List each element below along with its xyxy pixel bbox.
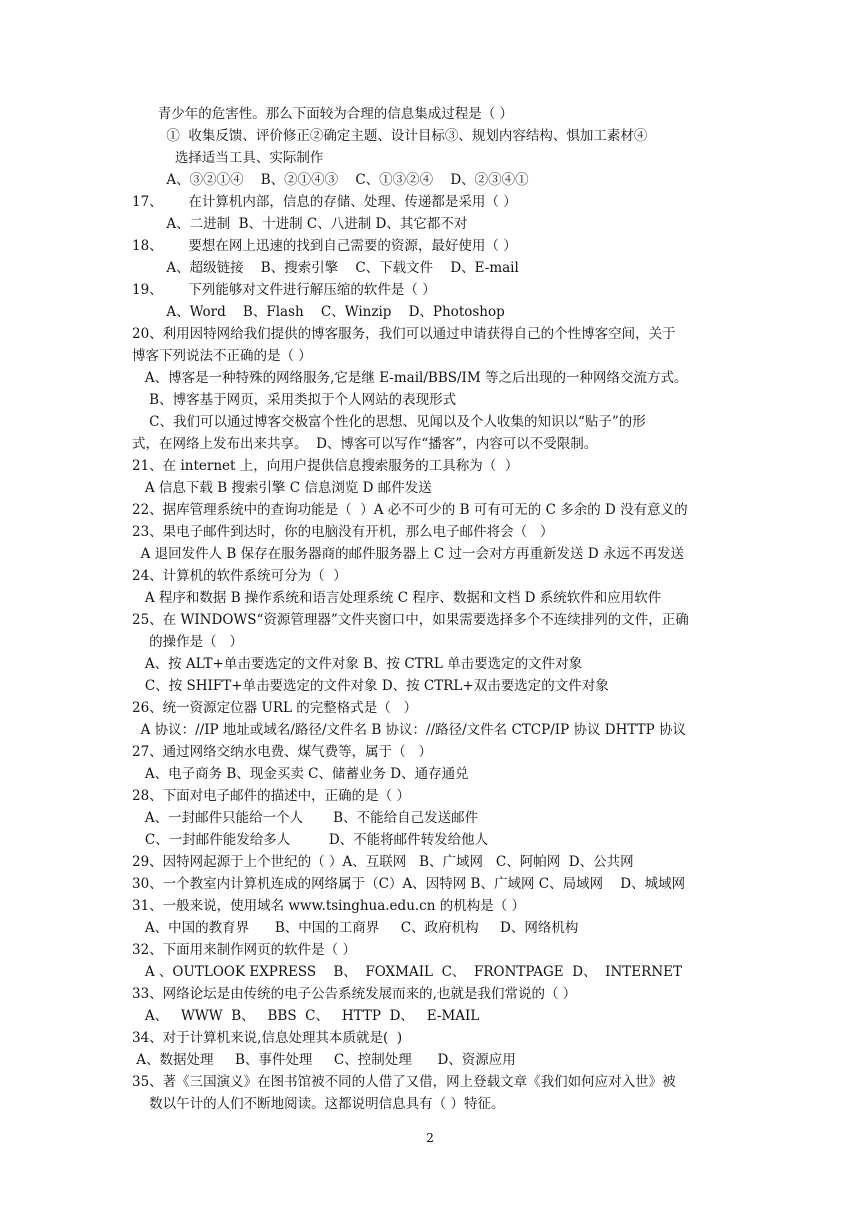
- question-35: 35、著《三国演义》在图书馆被不同的人借了又借，网上登载文章《我们如何应对入世》被: [132, 1074, 676, 1090]
- question-18: 18、 要想在网上迅速的找到自己需要的资源，最好使用（ ）: [132, 238, 517, 254]
- text-line: A 、OUTLOOK EXPRESS B、 FOXMAIL C、 FRONTPAGE D、 INTERNET: [132, 964, 682, 980]
- text-line: A、一封邮件只能给一个人 B、不能给自己发送邮件: [132, 810, 479, 826]
- text-line: A 信息下载 B 搜索引擎 C 信息浏览 D 邮件发送: [132, 480, 432, 496]
- text-line: 博客下列说法不正确的是（ ）: [132, 348, 312, 364]
- question-29: 29、因特网起源于上个世纪的（ ）A、互联网 B、广域网 C、阿帕网 D、公共网: [132, 854, 634, 870]
- text-line: 的操作是（ ）: [132, 634, 244, 650]
- question-21: 21、在 internet 上，向用户提供信息搜索服务的工具称为（ ）: [132, 458, 519, 474]
- text-line: A、电子商务 B、现金买卖 C、储蓄业务 D、通存通兑: [132, 766, 469, 782]
- question-31: 31、一般来说，使用域名 www.tsinghua.edu.cn 的机构是（ ）: [132, 898, 526, 914]
- question-24: 24、计算机的软件系统可分为（ ）: [132, 568, 347, 584]
- text-line: 数以午计的人们不断地阅读。这都说明信息具有（ ）特征。: [132, 1096, 505, 1112]
- question-17: 17、 在计算机内部，信息的存储、处理、传递都是采用（ ）: [132, 194, 517, 210]
- text-line: C、一封邮件能发给多人 D、不能将邮件转发给他人: [132, 832, 489, 848]
- page-number: 2: [426, 1130, 434, 1145]
- text-line: 青少年的危害性。那么下面较为合理的信息集成过程是（ ）: [132, 106, 514, 122]
- question-19: 19、 下列能够对文件进行解压缩的软件是（ ）: [132, 282, 436, 298]
- text-line: A、博客是一种特殊的网络服务,它是继 E-mail/BBS/IM 等之后出现的一种网络交流方式。: [132, 370, 688, 386]
- text-line: C、我们可以通过博客交极富个性化的思想、见闻以及个人收集的知识以“贴子”的形: [132, 414, 646, 430]
- text-line: A 退回发件人 B 保存在服务器商的邮件服务器上 C 过一会对方再重新发送 D 永远不再发送: [132, 546, 684, 562]
- question-23: 23、果电子邮件到达时，你的电脑没有开机，那么电子邮件将会（ ）: [132, 524, 554, 540]
- question-34: 34、对于计算机来说,信息处理其本质就是( ): [132, 1030, 403, 1046]
- text-line: A 协议：//IP 地址或域名/路径/文件名 B 协议：//路径/文件名 CTCP/IP 协议 DHTTP 协议: [132, 722, 686, 738]
- text-line: A、超级链接 B、搜索引擎 C、下载文件 D、E-mail: [132, 260, 519, 276]
- text-line: B、博客基于网页，采用类拟于个人网站的表现形式: [132, 392, 457, 408]
- text-line: A、③②①④ B、②①④③ C、①③②④ D、②③④①: [132, 172, 529, 188]
- text-line: A、中国的教育界 B、中国的工商界 C、政府机构 D、网络机构: [132, 920, 579, 936]
- question-25: 25、在 WINDOWS“资源管理器”文件夹窗口中，如果需要选择多个不连续排列的文件，正确: [132, 612, 689, 628]
- question-26: 26、统一资源定位器 URL 的完整格式是（ ）: [132, 700, 418, 716]
- text-line: A、 WWW B、 BBS C、 HTTP D、 E-MAIL: [132, 1008, 480, 1024]
- text-line: A、数据处理 B、事件处理 C、控制处理 D、资源应用: [132, 1052, 516, 1068]
- text-line: 选择适当工具、实际制作: [132, 150, 324, 166]
- text-line: A、按 ALT+单击要选定的文件对象 B、按 CTRL 单击要选定的文件对象: [132, 656, 583, 672]
- question-22: 22、据库管理系统中的查询功能是（ ）A 必不可少的 B 可有可无的 C 多余的 D 没有意义的: [132, 502, 688, 518]
- question-32: 32、下面用来制作网页的软件是（ ）: [132, 942, 356, 958]
- question-30: 30、一个教室内计算机连成的网络属于（C）A、因特网 B、广域网 C、局域网 D、城域网: [132, 876, 686, 892]
- text-line: A 程序和数据 B 操作系统和语言处理系统 C 程序、数据和文档 D 系统软件和应用软件: [132, 590, 662, 606]
- question-28: 28、下面对电子邮件的描述中，正确的是（ ）: [132, 788, 410, 804]
- text-line: A、二进制 B、十进制 C、八进制 D、其它都不对: [132, 216, 468, 232]
- question-33: 33、网络论坛是由传统的电子公告系统发展而来的,也就是我们常说的（ ）: [132, 986, 577, 1002]
- text-line: C、按 SHIFT+单击要选定的文件对象 D、按 CTRL+双击要选定的文件对象: [132, 678, 609, 694]
- question-20: 20、利用因特网给我们提供的博客服务，我们可以通过申请获得自己的个性博客空间，关于: [132, 326, 676, 342]
- text-line: ① 收集反馈、评价修正②确定主题、设计目标③、规划内容结构、惧加工素材④: [132, 128, 648, 144]
- text-line: 式，在网络上发布出来共享。 D、博客可以写作“播客”，内容可以不受限制。: [132, 436, 598, 452]
- text-line: A、Word B、Flash C、Winzip D、Photoshop: [132, 304, 505, 320]
- question-27: 27、通过网络交纳水电费、煤气费等，属于（ ）: [132, 744, 433, 760]
